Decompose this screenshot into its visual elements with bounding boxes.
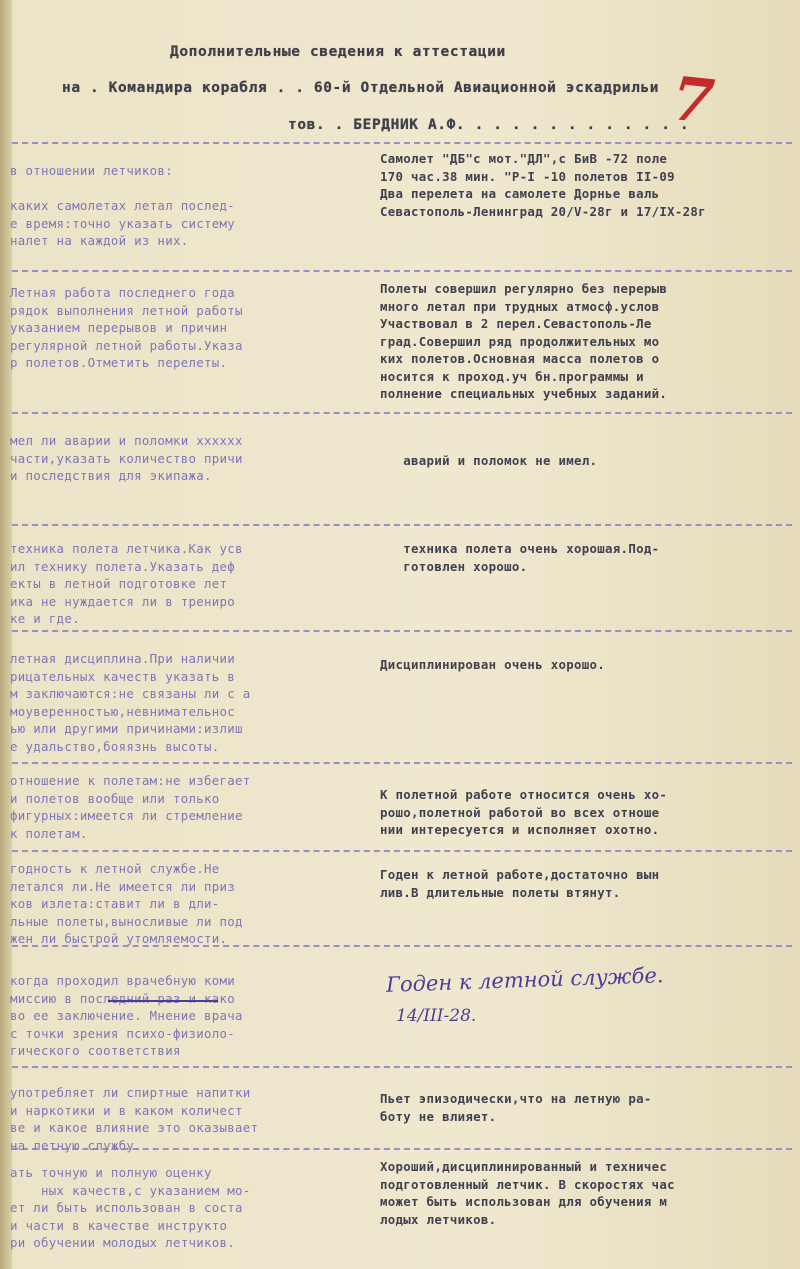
question-attitude: отношение к полетам:не избегает и полетов вообще или только фигурных:имеется ли стремление к полетам.: [10, 773, 251, 841]
question-assessment: ать точную и полную оценку ных качеств,с указанием мо- ет ли быть использован в соста и части в качестве инструкто ри обучении молодых летчиков.: [10, 1165, 251, 1250]
separator: [12, 142, 792, 144]
answer-alcohol: Пьет эпизодически,что на летную ра- боту не влияет.: [380, 1091, 652, 1124]
question-accidents: мел ли аварии и поломки хххххх части,указать количество причи и последствия для экипажа.: [10, 433, 243, 483]
title-line-2: на . Командира корабля . . 60-й Отдельной Авиационной эскадрильи: [62, 80, 660, 96]
separator: [12, 270, 792, 272]
answer-discipline: Дисциплинирован очень хорошо.: [380, 657, 606, 672]
question-fitness: годность к летной службе.Не летался ли.Не имеется ли приз ков излета:ставит ли в дли- льные полеты,выносливые ли под жен ли быстрой утомляемости.: [10, 861, 243, 946]
separator: [12, 1066, 792, 1068]
page-number: 7: [668, 64, 718, 138]
question-aircraft: в отношении летчиков: каких самолетах летал послед- е время:точно указать систему налет на каждой из них.: [10, 163, 236, 248]
handwritten-medical-date: 14/III-28.: [396, 1006, 477, 1026]
separator: [12, 630, 792, 632]
question-technique: техника полета летчика.Как усв ил технику полета.Указать деф екты в летной подготовке лет ика не нуждается ли в трениро ке и где.: [10, 541, 243, 626]
answer-attitude: К полетной работе относится очень хо- рошо,полетной работой во всех отноше нии интересуется и исполняет охотно.: [380, 787, 668, 837]
title-line-1: Дополнительные сведения к аттестации: [170, 44, 506, 60]
separator: [12, 762, 792, 764]
answer-fitness: Годен к летной работе,достаточно вын лив.В длительные полеты втянут.: [380, 867, 660, 900]
answer-technique: техника полета очень хорошая.Под- готовлен хорошо.: [403, 541, 660, 574]
handwritten-medical-note: Годен к летной службе.: [385, 963, 664, 997]
answer-accidents: аварий и поломок не имел.: [380, 453, 598, 468]
title-line-3: тов. . БЕРДНИК А.Ф. . . . . . . . . . . . .: [288, 117, 690, 133]
answer-aircraft: Самолет "ДБ"с мот."ДЛ",с БиВ -72 поле 170 час.38 мин. "Р-I -10 полетов II-09 Два перелета на самолете Дорнье валь Севастополь-Ленинград 20/V-28г и 17/IХ-28г: [380, 151, 706, 219]
handwritten-underline: [108, 1000, 218, 1002]
question-flight-work: Летная работа последнего года рядок выполнения летной работы указанием перерывов и причин регулярной летной работы.Указа р полетов.Отметить перелеты.: [10, 285, 243, 370]
separator: [12, 850, 792, 852]
question-discipline: летная дисциплина.При наличии рицательных качеств указать в м заключаются:не связаны ли с а моуверенностью,невнимательнос ью или другими причинами:излиш е удальство,бояязнь высоты.: [10, 651, 251, 754]
question-medical: когда проходил врачебную коми миссию в последний раз и како во ее заключение. Мнение врача с точки зрения психо-физиоло- гического соответствия: [10, 973, 243, 1058]
separator: [12, 412, 792, 414]
answer-flight-work: Полеты совершил регулярно без перерыв много летал при трудных атмосф.услов Участвовал в 2 перел.Севастополь-Ле град.Совершил ряд продолжительных мо ких полетов.Основная масса полетов о носится к проход.уч бн.программы и полнение специальных учебных заданий.: [380, 281, 668, 401]
question-alcohol: употребляет ли спиртные напитки и наркотики и в каком количест ве и какое влияние это оказывает на летную службу.: [10, 1085, 259, 1153]
answer-assessment: Хороший,дисциплинированный и техничес подготовленный летчик. В скоростях час может быть использован для обучения м лодых летчиков.: [380, 1159, 675, 1227]
separator: [12, 524, 792, 526]
